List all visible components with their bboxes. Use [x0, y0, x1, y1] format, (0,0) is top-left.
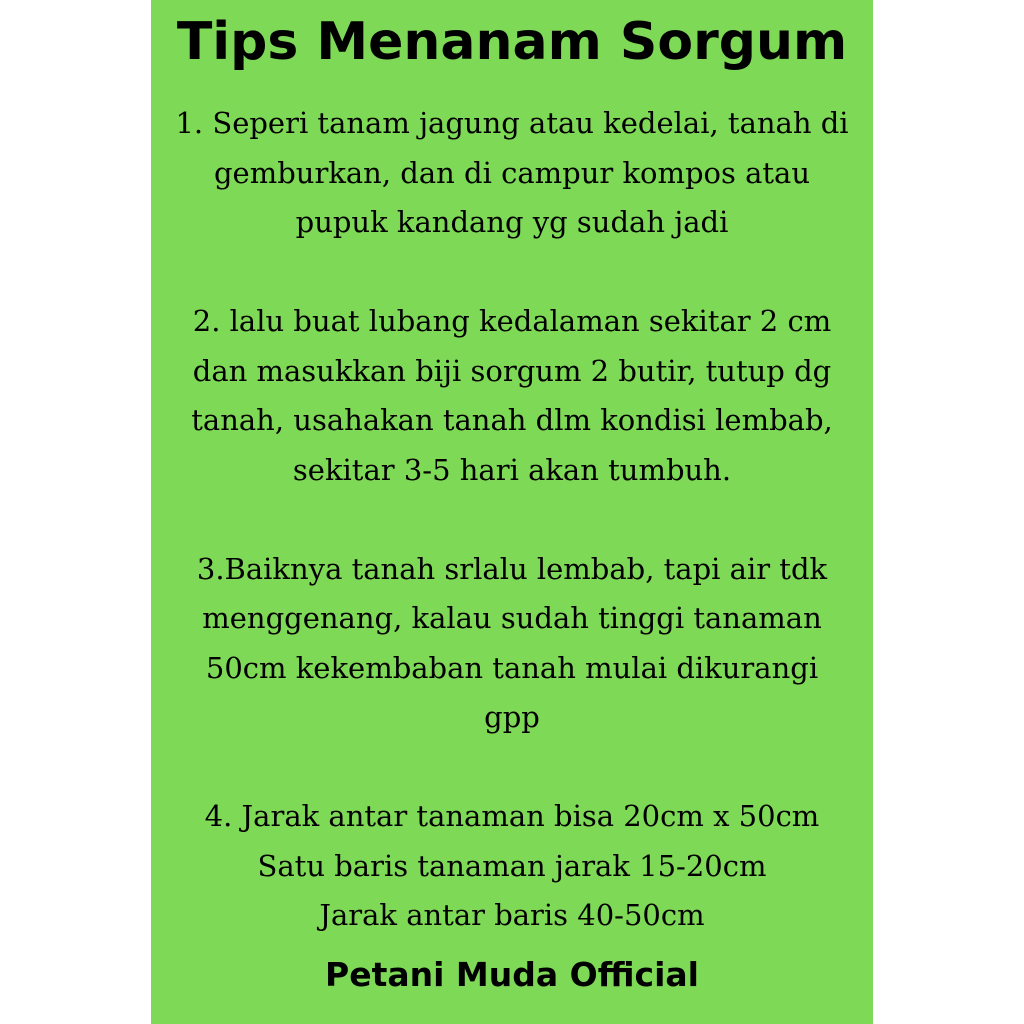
tip-line: 4. Jarak antar tanaman bisa 20cm x 50cm	[204, 799, 820, 833]
poster-footer: Petani Muda Official	[325, 955, 699, 994]
tip-line: 2. lalu buat lubang kedalaman sekitar 2 cm	[192, 304, 832, 338]
tips-list	[151, 99, 873, 990]
tip-line: 1. Seperi tanam jagung atau kedelai, tanah di	[175, 106, 849, 140]
tip-line: Satu baris tanaman jarak 15-20cm	[257, 848, 767, 883]
tip-item-3	[151, 545, 873, 743]
tip-line: dan masukkan biji sorgum 2 butir, tutup dg	[192, 353, 832, 388]
tip-line: gpp	[484, 700, 540, 734]
tip-item-2	[151, 297, 873, 495]
tip-line: Jarak antar baris 40-50cm	[319, 898, 705, 932]
tip-line: pupuk kandang yg sudah jadi	[295, 205, 729, 239]
tip-line: 50cm kekembaban tanah mulai dikurangi	[205, 650, 819, 685]
tip-line: tanah, usahakan tanah dlm kondisi lembab,	[191, 403, 833, 437]
tip-line: menggenang, kalau sudah tinggi tanaman	[202, 601, 822, 635]
tip-item-4	[151, 792, 873, 941]
tip-line: 3.Baiknya tanah srlalu lembab, tapi air tdk	[196, 551, 828, 586]
tip-line: sekitar 3-5 hari akan tumbuh.	[292, 452, 732, 487]
tips-poster	[151, 0, 873, 1024]
tip-line: gemburkan, dan di campur kompos atau	[213, 155, 811, 190]
poster-title: Tips Menanam Sorgum	[176, 12, 848, 72]
tip-item-1	[151, 99, 873, 248]
